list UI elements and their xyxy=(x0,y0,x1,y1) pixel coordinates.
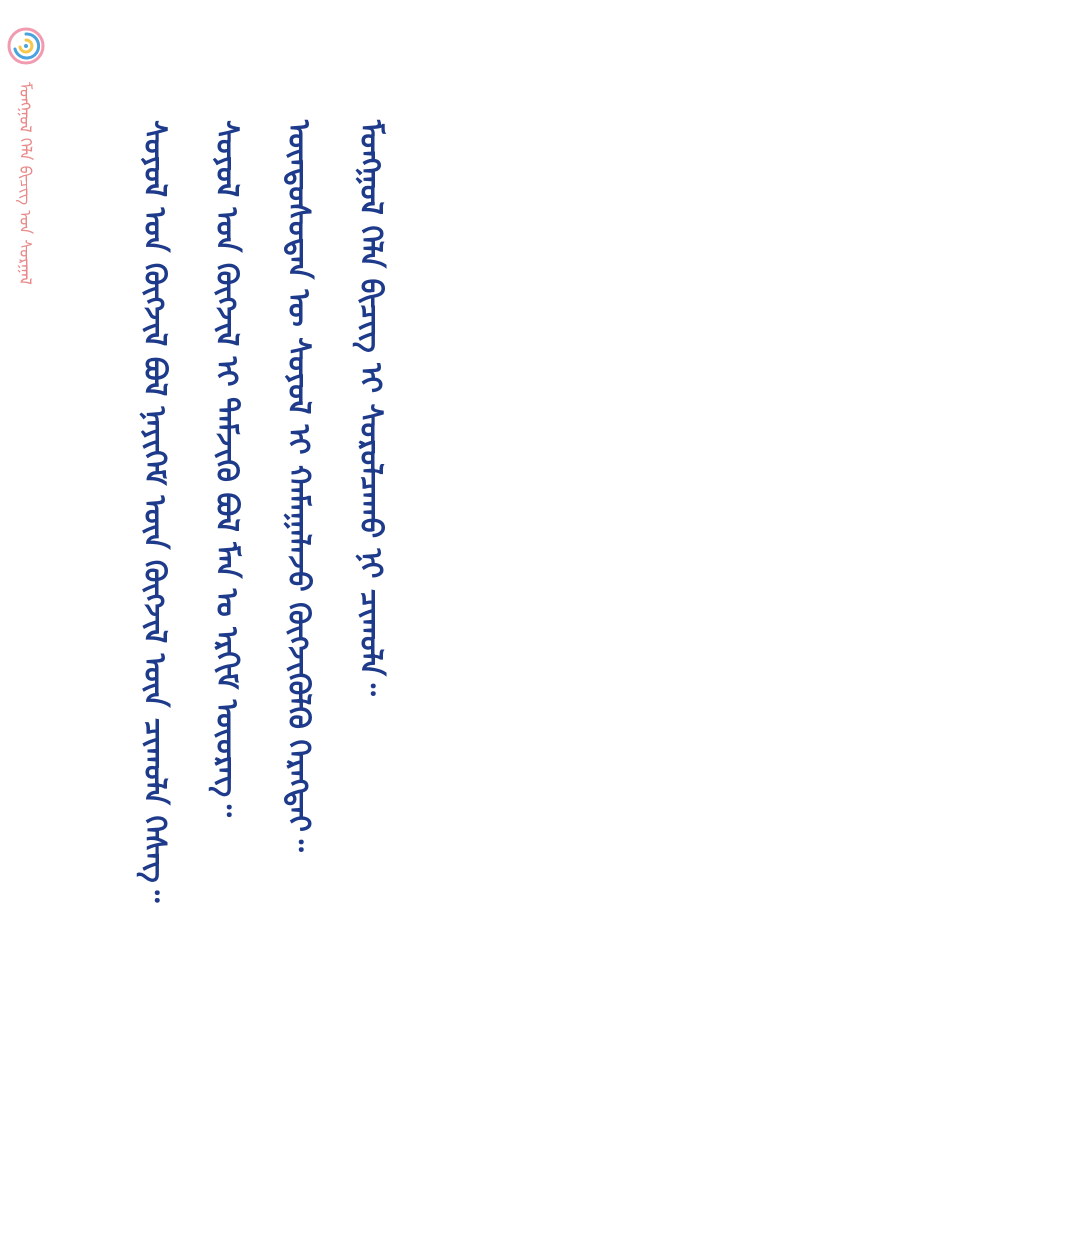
swirl-logo-icon xyxy=(6,26,46,66)
article-body xyxy=(118,40,898,1190)
paragraph: ᠮᠣᠩᠭᠣᠯ ᠬᠡᠯᠡ ᠪᠢᠴᠢᠭ ᠢ ᠰᠤᠷᠤᠯᠴᠠᠬᠤ ᠨᠢ ᠴᠢᠬᠤᠯᠠ᠃ xyxy=(353,120,388,696)
paragraph: ᠦᠨᠳᠦᠰᠦᠲᠡᠨ ᠦ ᠰᠣᠶᠣᠯ ᠢ ᠬᠠᠮᠠᠭᠠᠯᠠᠵᠤ ᠬᠥᠭᠵᠢᠭᠦᠯᠬᠦ ᠬᠡᠷᠡᠭᠲᠡᠢ᠃ xyxy=(281,120,316,852)
paragraph: ᠰᠣᠶᠣᠯ ᠤᠨ ᠬᠥᠭᠵᠢᠯ ᠪᠣᠯ ᠨᠡᠶᠢᠭᠡᠮ ᠦᠨ ᠬᠥᠭᠵᠢᠯ ᠦᠨ ᠴᠢᠬᠤᠯᠠ ᠬᠡᠰᠡᠭ᠃ xyxy=(137,120,172,903)
paragraph: ᠰᠣᠶᠣᠯ ᠤᠨ ᠬᠥᠭᠵᠢᠯ ᠢ ᠳᠡᠮᠵᠢᠬᠦ ᠪᠣᠯ ᠮᠠᠨ ᠤ ᠡᠷᠬᠢᠮ ᠦᠦᠷᠡᠭ᠃ xyxy=(209,120,244,817)
brand-caption: ᠮᠣᠩᠭᠣᠯ ᠬᠡᠯᠡ ᠪᠢᠴᠢᠭ ᠤᠨ ᠰᠤᠷᠭᠠᠯ xyxy=(16,82,35,285)
